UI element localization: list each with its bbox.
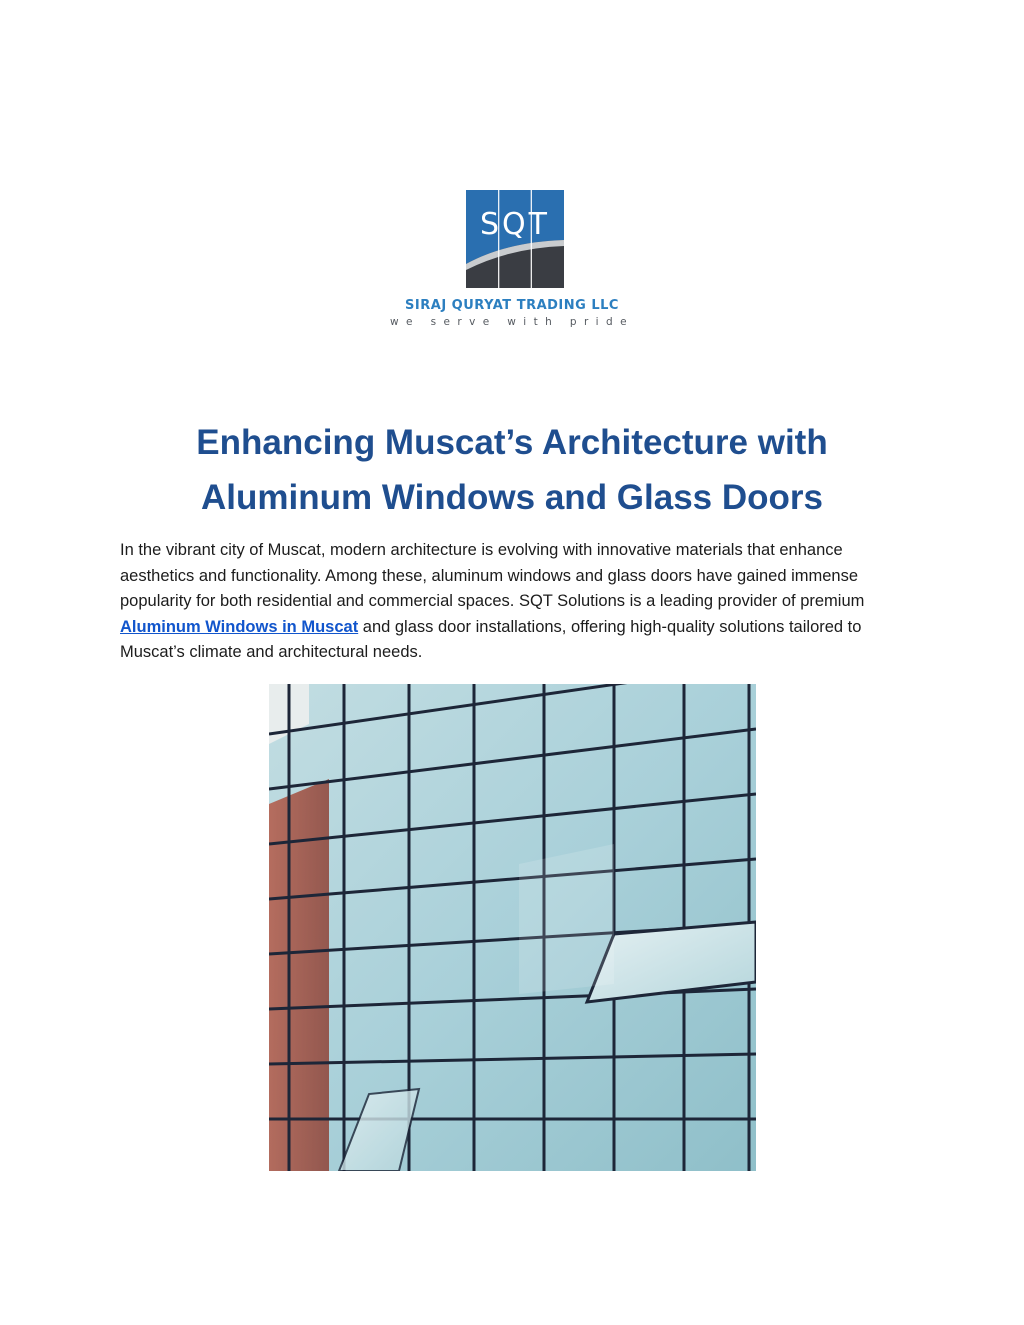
page-title [100,415,924,525]
page-title-line-2: Aluminum Windows and Glass Doors [201,478,823,517]
page-title-line-1: Enhancing Muscat’s Architecture with [196,423,828,462]
logo-company-name: SIRAJ QURYAT TRADING LLC [405,298,619,313]
logo-tagline: we serve with pride [390,316,634,328]
intro-text-after-link: and glass door installations, offering high-quality solutions tailored to Muscat’s climate and architectural needs. [120,617,862,661]
intro-paragraph [120,538,910,666]
logo-mark-text: SQT [480,207,550,242]
aluminum-windows-link[interactable]: Aluminum Windows in Muscat [120,617,359,636]
company-logo [366,190,658,335]
sqt-logo-mark [466,190,564,288]
glass-facade-photo [269,684,756,1171]
intro-text-before-link: In the vibrant city of Muscat, modern architecture is evolving with innovative materials that enhance aesthetics and functionality. Among these, aluminum windows and glass doors have gained immense popularity for both residential and commercial spaces. SQT Solutions is a leading provider of premium [120,541,865,610]
